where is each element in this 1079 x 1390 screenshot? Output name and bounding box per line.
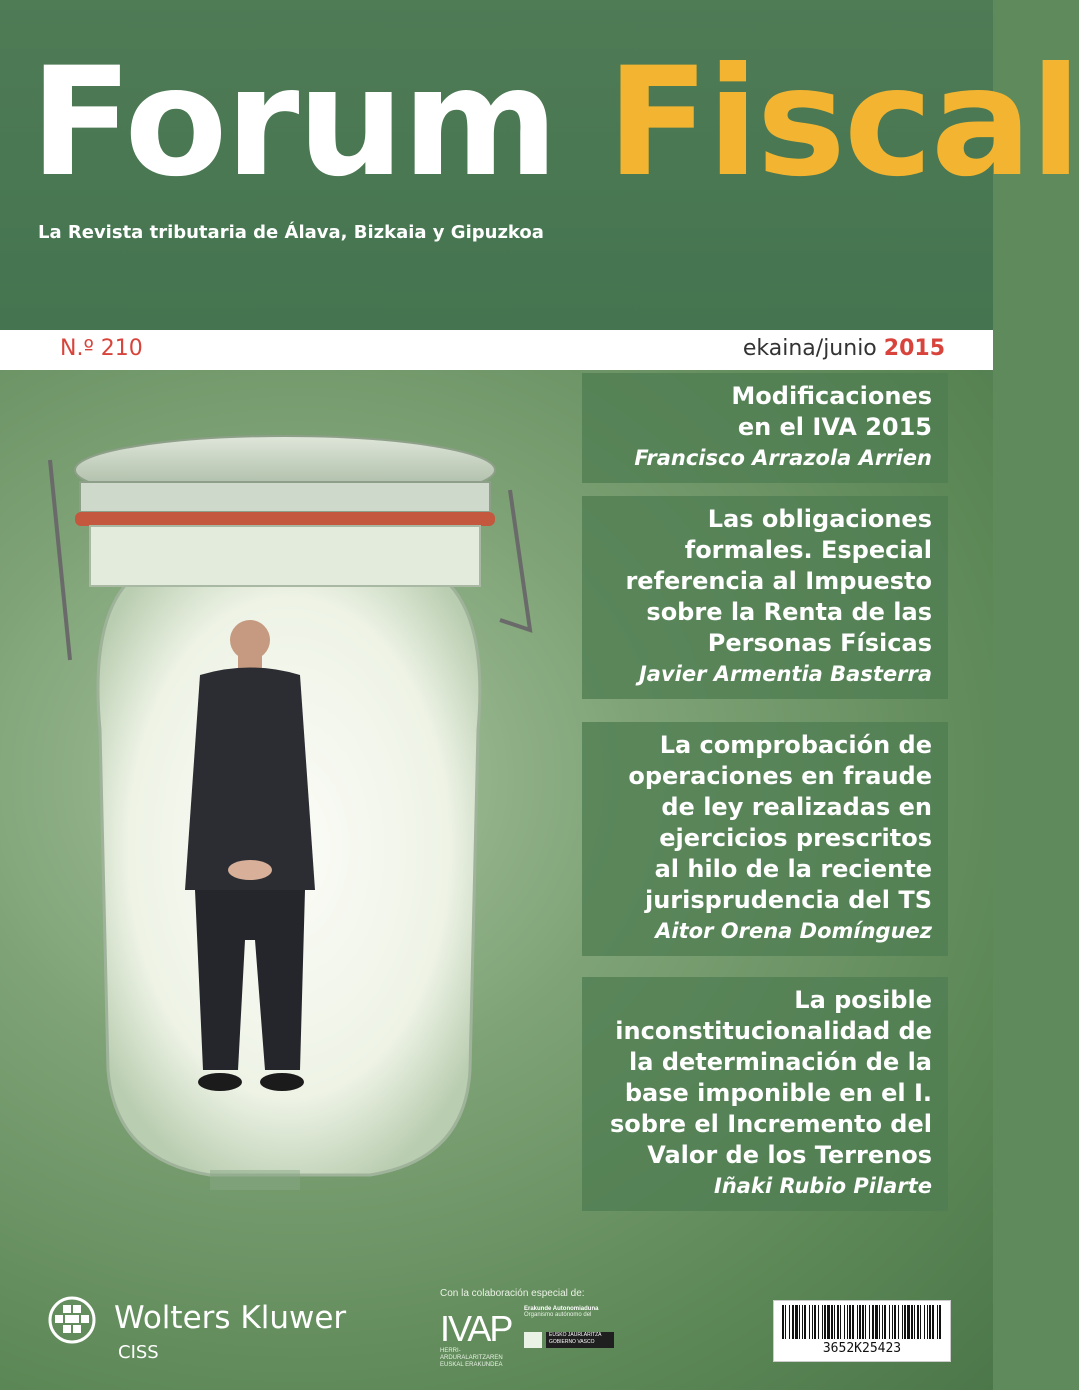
wolters-kluwer-logo-icon <box>48 1296 96 1344</box>
ivap-logo <box>440 1308 518 1368</box>
gov-line-1: Erakunde Autonomiaduna <box>524 1306 599 1312</box>
ivap-word: IVAP <box>440 1308 512 1349</box>
issue-bar <box>0 330 993 370</box>
article-author: Javier Armentia Basterra <box>638 662 932 686</box>
gov-name-box: EUSKO JAURLARITZA GOBIERNO VASCO <box>546 1332 614 1348</box>
article-4[interactable] <box>582 977 948 1211</box>
article-title: La comprobación de operaciones en fraude de ley realizadas en ejercicios prescritos al hilo de la reciente jurisprudencia del TS <box>628 731 932 914</box>
issue-year: 2015 <box>883 336 945 361</box>
article-2[interactable] <box>582 496 948 699</box>
masthead <box>0 0 1079 330</box>
gov-line-2: Organismo autónomo del <box>524 1312 592 1318</box>
article-author: Iñaki Rubio Pilarte <box>714 1174 932 1198</box>
ivap-caption: HERRI-ARDURALARITZAREN EUSKAL ERAKUNDEA <box>440 1348 503 1368</box>
magazine-title <box>30 36 1079 210</box>
basque-government-logo <box>524 1306 614 1360</box>
article-author: Francisco Arrazola Arrien <box>634 446 932 470</box>
publisher-name: Wolters Kluwer <box>114 1300 347 1336</box>
publisher-imprint: CISS <box>118 1342 159 1363</box>
collaboration-label: Con la colaboración especial de: <box>440 1288 585 1299</box>
barcode <box>773 1300 951 1362</box>
article-title: Modificaciones en el IVA 2015 <box>731 382 932 441</box>
article-3[interactable] <box>582 722 948 956</box>
barcode-number: 3652K25423 <box>822 1341 902 1356</box>
article-1[interactable] <box>582 373 948 483</box>
barcode-bars <box>782 1305 942 1339</box>
magazine-subtitle: La Revista tributaria de Álava, Bizkaia y Gipuzkoa <box>38 222 544 243</box>
article-author: Aitor Orena Domínguez <box>655 919 932 943</box>
title-word-forum: Forum <box>30 36 557 210</box>
title-word-fiscal: Fiscal <box>606 36 1079 210</box>
article-title: La posible inconstitucionalidad de la determinación de la base imponible en el I. sobre el Incremento del Valor de los Terrenos <box>609 986 932 1169</box>
gov-emblem-icon <box>524 1332 542 1348</box>
issue-month: ekaina/junio <box>742 336 877 361</box>
jar-illustration <box>60 470 510 1190</box>
issue-date <box>743 336 945 361</box>
issue-number: N.º 210 <box>60 336 143 361</box>
article-title: Las obligaciones formales. Especial referencia al Impuesto sobre la Renta de las Personas Físicas <box>625 505 932 657</box>
